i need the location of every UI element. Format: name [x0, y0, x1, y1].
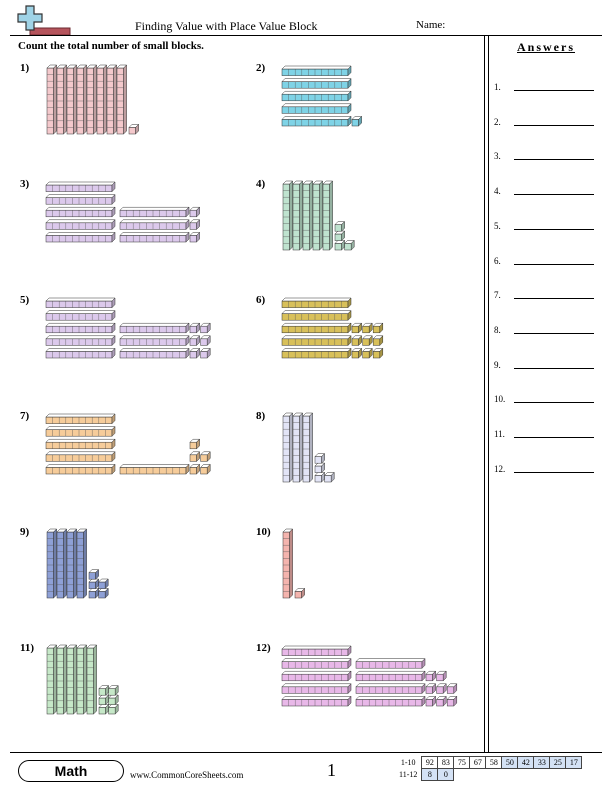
answer-blank[interactable]	[514, 264, 594, 265]
tens-rod	[282, 104, 351, 114]
tens-rod	[356, 671, 425, 681]
problem	[256, 62, 456, 172]
ones-block	[447, 696, 457, 706]
subject-badge: Math	[18, 760, 124, 782]
problem-number: 1)	[20, 62, 30, 74]
score-cell: 8	[422, 769, 438, 781]
tens-rod	[283, 413, 293, 482]
problem	[20, 62, 220, 172]
ones-block	[363, 336, 373, 346]
tens-rod	[67, 529, 77, 598]
ones-block	[373, 348, 383, 358]
answer-number: 7.	[494, 290, 501, 301]
answer-number: 2.	[494, 116, 501, 127]
problem-number: 10)	[256, 526, 271, 538]
tens-rod	[282, 659, 351, 669]
ones-block	[190, 232, 200, 242]
tens-rod	[283, 181, 293, 250]
ones-block	[325, 472, 335, 482]
site-url: www.CommonCoreSheets.com	[130, 770, 244, 780]
tens-rod	[120, 464, 189, 474]
problem	[20, 642, 220, 752]
ones-block	[315, 472, 325, 482]
ones-block	[295, 588, 305, 598]
answer-line[interactable]	[494, 356, 598, 370]
instructions: Count the total number of small blocks.	[18, 40, 204, 52]
ones-block	[109, 686, 119, 696]
score-cell: 92	[422, 757, 438, 769]
tens-rod	[46, 207, 115, 217]
ones-block	[335, 231, 345, 241]
answers-title: Answers	[517, 40, 575, 54]
ones-block	[99, 695, 109, 705]
answer-line[interactable]	[494, 78, 598, 92]
tens-rod	[87, 65, 97, 134]
problem	[256, 294, 456, 404]
answer-line[interactable]	[494, 425, 598, 439]
score-cell: 58	[486, 757, 502, 769]
problem-number: 4)	[256, 178, 266, 190]
place-value-blocks	[280, 178, 470, 270]
tens-rod	[47, 529, 57, 598]
tens-rod	[282, 323, 351, 333]
ones-block	[335, 240, 345, 250]
ones-block	[345, 240, 355, 250]
score-cell: 50	[502, 757, 518, 769]
score-row	[396, 769, 582, 781]
tens-rod	[282, 79, 351, 89]
ones-block	[352, 323, 362, 333]
problem-number: 9)	[20, 526, 30, 538]
ones-block	[190, 207, 200, 217]
header-divider	[10, 35, 602, 36]
score-cell: 75	[454, 757, 470, 769]
tens-rod	[120, 348, 189, 358]
place-value-blocks	[44, 294, 234, 386]
tens-rod	[356, 684, 425, 694]
tens-rod	[282, 298, 351, 308]
ones-block	[426, 684, 436, 694]
tens-rod	[77, 645, 87, 714]
answer-line[interactable]	[494, 460, 598, 474]
ones-block	[447, 684, 457, 694]
tens-rod	[77, 65, 87, 134]
place-value-blocks	[280, 62, 470, 154]
tens-rod	[356, 659, 425, 669]
answer-line[interactable]	[494, 286, 598, 300]
tens-rod	[293, 181, 303, 250]
score-cell: 67	[470, 757, 486, 769]
answer-blank[interactable]	[514, 472, 594, 473]
column-divider-right	[488, 35, 489, 752]
tens-rod	[46, 464, 115, 474]
tens-rod	[46, 311, 115, 321]
tens-rod	[46, 452, 115, 462]
answer-blank[interactable]	[514, 402, 594, 403]
ones-block	[190, 439, 200, 449]
footer-divider	[10, 752, 602, 753]
problem	[20, 526, 220, 636]
place-value-blocks	[44, 526, 234, 618]
answer-number: 8.	[494, 324, 501, 335]
tens-rod	[46, 298, 115, 308]
tens-rod	[303, 181, 313, 250]
ones-block	[190, 452, 200, 462]
problem-number: 6)	[256, 294, 266, 306]
score-cell: 33	[534, 757, 550, 769]
answer-blank[interactable]	[514, 437, 594, 438]
tens-rod	[46, 427, 115, 437]
tens-rod	[356, 696, 425, 706]
score-row	[396, 757, 582, 769]
tens-rod	[282, 311, 351, 321]
ones-block	[129, 124, 139, 134]
ones-block	[437, 671, 447, 681]
ones-block	[437, 684, 447, 694]
ones-block	[437, 696, 447, 706]
name-label: Name:	[416, 19, 446, 31]
problem	[256, 642, 456, 752]
ones-block	[201, 452, 211, 462]
answer-number: 9.	[494, 359, 501, 370]
tens-rod	[282, 684, 351, 694]
answer-blank[interactable]	[514, 159, 594, 160]
ones-block	[190, 464, 200, 474]
problem-number: 12)	[256, 642, 271, 654]
tens-rod	[282, 336, 351, 346]
tens-rod	[120, 336, 189, 346]
tens-rod	[46, 323, 115, 333]
ones-block	[426, 671, 436, 681]
tens-rod	[46, 439, 115, 449]
problem	[256, 526, 456, 636]
tens-rod	[46, 195, 115, 205]
ones-block	[373, 323, 383, 333]
tens-rod	[282, 66, 351, 76]
ones-block	[201, 336, 211, 346]
answer-number: 3.	[494, 151, 501, 162]
problem-number: 7)	[20, 410, 30, 422]
place-value-blocks	[44, 62, 234, 154]
tens-rod	[313, 181, 323, 250]
ones-block	[109, 695, 119, 705]
ones-block	[352, 336, 362, 346]
answer-number: 5.	[494, 220, 501, 231]
ones-block	[426, 696, 436, 706]
answer-number: 11.	[494, 429, 505, 439]
answer-blank[interactable]	[514, 125, 594, 126]
tens-rod	[67, 65, 77, 134]
problem	[20, 294, 220, 404]
tens-rod	[46, 182, 115, 192]
answer-blank[interactable]	[514, 90, 594, 91]
ones-block	[373, 336, 383, 346]
tens-rod	[323, 181, 333, 250]
tens-rod	[57, 645, 67, 714]
ones-block	[99, 686, 109, 696]
answer-blank[interactable]	[514, 298, 594, 299]
ones-block	[201, 323, 211, 333]
tens-rod	[282, 116, 351, 126]
answer-line[interactable]	[494, 147, 598, 161]
tens-rod	[47, 645, 57, 714]
tens-rod	[120, 220, 189, 230]
problem	[20, 178, 220, 288]
tens-rod	[57, 529, 67, 598]
answer-line[interactable]	[494, 321, 598, 335]
problem-number: 3)	[20, 178, 30, 190]
answer-number: 4.	[494, 186, 501, 197]
place-value-blocks	[44, 642, 234, 734]
answer-blank[interactable]	[514, 333, 594, 334]
worksheet-title: Finding Value with Place Value Block	[135, 19, 318, 33]
place-value-blocks	[280, 410, 470, 502]
ones-block	[190, 348, 200, 358]
place-value-blocks	[44, 410, 234, 502]
score-row-label: 11-12	[399, 770, 418, 779]
tens-rod	[46, 232, 115, 242]
score-cell: 42	[518, 757, 534, 769]
tens-rod	[303, 413, 313, 482]
tens-rod	[46, 336, 115, 346]
score-cell: 0	[438, 769, 454, 781]
tens-rod	[282, 671, 351, 681]
tens-rod	[120, 207, 189, 217]
tens-rod	[120, 323, 189, 333]
ones-block	[335, 222, 345, 232]
tens-rod	[57, 65, 67, 134]
answer-number: 1.	[494, 82, 501, 92]
place-value-blocks	[280, 526, 470, 618]
score-cell: 83	[438, 757, 454, 769]
tens-rod	[120, 232, 189, 242]
tens-rod	[46, 220, 115, 230]
answer-line[interactable]	[494, 252, 598, 266]
ones-block	[109, 704, 119, 714]
problem-number: 5)	[20, 294, 30, 306]
ones-block	[99, 704, 109, 714]
tens-rod	[67, 645, 77, 714]
answer-line[interactable]	[494, 217, 598, 231]
ones-block	[363, 348, 373, 358]
commoncoresheets-logo	[14, 4, 72, 36]
ones-block	[99, 579, 109, 589]
ones-block	[190, 220, 200, 230]
answer-number: 6.	[494, 255, 501, 266]
tens-rod	[46, 348, 115, 358]
ones-block	[89, 588, 99, 598]
ones-block	[363, 323, 373, 333]
tens-rod	[282, 646, 351, 656]
tens-rod	[282, 696, 351, 706]
place-value-blocks	[280, 294, 470, 386]
problem	[20, 410, 220, 520]
tens-rod	[117, 65, 127, 134]
answer-blank[interactable]	[514, 368, 594, 369]
tens-rod	[107, 65, 117, 134]
place-value-blocks	[44, 178, 234, 270]
answer-blank[interactable]	[514, 229, 594, 230]
ones-block	[352, 348, 362, 358]
tens-rod	[283, 529, 293, 598]
problem-number: 11)	[20, 642, 35, 654]
ones-block	[315, 463, 325, 473]
ones-block	[315, 454, 325, 464]
ones-block	[201, 464, 211, 474]
score-row-label: 1-10	[400, 758, 416, 767]
score-table	[396, 756, 582, 781]
problem	[256, 178, 456, 288]
answer-number: 12.	[494, 463, 506, 474]
place-value-blocks	[280, 642, 470, 734]
ones-block	[89, 570, 99, 580]
page-number: 1	[327, 760, 336, 780]
tens-rod	[282, 348, 351, 358]
score-cell: 25	[550, 757, 566, 769]
tens-rod	[77, 529, 87, 598]
tens-rod	[87, 645, 97, 714]
ones-block	[190, 336, 200, 346]
tens-rod	[97, 65, 107, 134]
tens-rod	[47, 65, 57, 134]
problem	[256, 410, 456, 520]
answer-line[interactable]	[494, 182, 598, 196]
answer-line[interactable]	[494, 113, 598, 127]
tens-rod	[46, 414, 115, 424]
tens-rod	[293, 413, 303, 482]
problem-number: 2)	[256, 62, 266, 74]
problem-number: 8)	[256, 410, 266, 422]
tens-rod	[282, 91, 351, 101]
ones-block	[201, 348, 211, 358]
ones-block	[89, 579, 99, 589]
answer-number: 10.	[494, 394, 506, 405]
answer-blank[interactable]	[514, 194, 594, 195]
column-divider-left	[484, 35, 485, 752]
answer-line[interactable]	[494, 390, 598, 404]
ones-block	[190, 323, 200, 333]
ones-block	[352, 116, 362, 126]
ones-block	[99, 588, 109, 598]
score-cell: 17	[566, 757, 582, 769]
